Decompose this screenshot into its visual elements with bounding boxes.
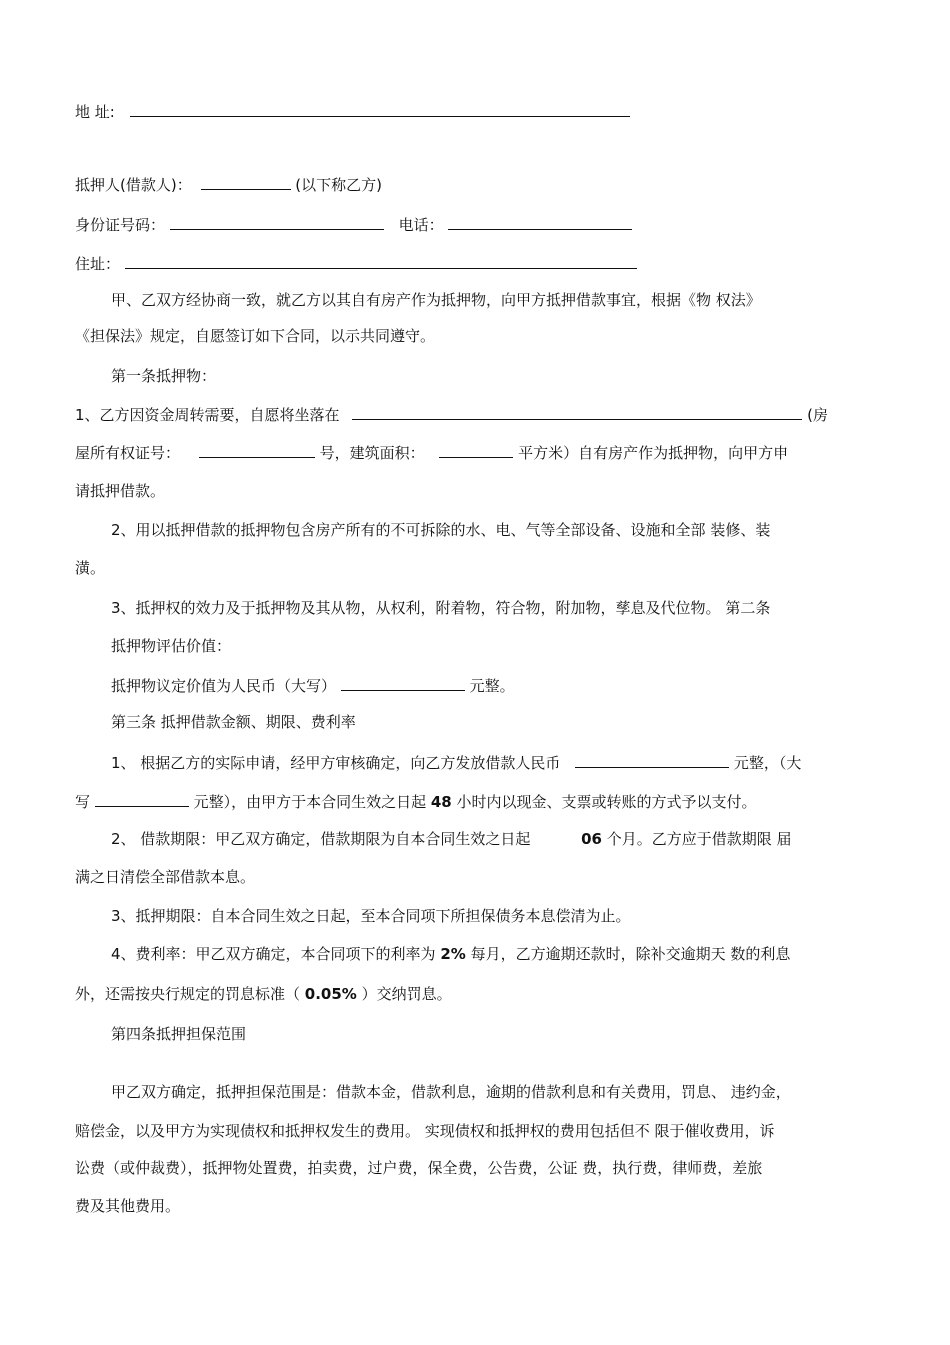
article1-p1-line2 [75, 442, 788, 462]
article1-p1-a: 1、乙方因资金周转需要，自愿将坐落在 [75, 406, 340, 424]
id-phone-line [75, 214, 632, 234]
article3-p4-line2 [75, 984, 452, 1004]
loan-months: 06 [581, 830, 602, 848]
pledgor-suffix: (以下称乙方) [295, 176, 382, 194]
phone-blank [448, 214, 632, 230]
article4-line2: 赔偿金，以及甲方为实现债权和抵押权发生的费用。 实现债权和抵押权的费用包括但不 限于催收费用，诉 [75, 1122, 775, 1140]
article4-line4: 费及其他费用。 [75, 1197, 181, 1215]
article1-p3-line1: 3、抵押权的效力及于抵押物及其从物，从权利，附着物，符合物，附加物，孳息及代位物。 第二条 [111, 599, 771, 617]
article3-p4-d: ）交纳罚息。 [361, 985, 452, 1003]
article3-p2-line2: 满之日清偿全部借款本息。 [75, 868, 256, 886]
article1-p1-f: 请抵押借款。 [75, 482, 166, 500]
article1-p1-line1 [75, 404, 828, 424]
article3-p1-c: 写 [75, 793, 91, 811]
article2-value-b: 元整。 [469, 677, 515, 695]
article1-p1-e: 平方米）自有房产作为抵押物，向甲方申 [518, 444, 789, 462]
pledgor-blank [201, 174, 291, 190]
pledgor-line [75, 174, 382, 194]
article4-line1: 甲乙双方确定，抵押担保范围是：借款本金，借款利息，逾期的借款利息和有关费用，罚息、 违约金， [111, 1083, 791, 1101]
article3-p4-c: 外，还需按央行规定的罚息标准（ [75, 985, 301, 1003]
article2-value-a: 抵押物议定价值为人民币（大写） [111, 677, 337, 695]
residence-blank [125, 253, 637, 269]
address-label: 地 址: [75, 103, 115, 121]
article1-p3-line2: 抵押物评估价值： [111, 637, 232, 655]
address-blank [130, 101, 630, 117]
value-uppercase-blank [341, 675, 465, 691]
article1-title: 第一条抵押物： [111, 367, 217, 385]
article3-p3: 3、抵押期限：自本合同生效之日起，至本合同项下所担保债务本息偿清为止。 [111, 907, 631, 925]
article3-title: 第三条 抵押借款金额、期限、费利率 [111, 713, 356, 731]
article3-p1-e: 小时内以现金、支票或转账的方式予以支付。 [456, 793, 757, 811]
article4-title: 第四条抵押担保范围 [111, 1025, 247, 1043]
location-blank [352, 404, 802, 420]
loan-uppercase-blank [95, 791, 189, 807]
article3-p1-d: 元整），由甲方于本合同生效之日起 [193, 793, 427, 811]
id-blank [170, 214, 384, 230]
id-label: 身份证号码： [75, 216, 166, 234]
residence-line [75, 253, 637, 273]
article1-p1-d: 号，建筑面积： [319, 444, 425, 462]
phone-label: 电话： [398, 216, 444, 234]
article3-p4-line1 [111, 944, 790, 964]
penalty-rate: 0.05% [304, 985, 357, 1003]
certificate-no-blank [199, 442, 315, 458]
article3-p4-b: 每月，乙方逾期还款时，除补交逾期天 数的利息 [470, 945, 791, 963]
residence-label: 住址： [75, 255, 121, 273]
address-line [75, 101, 630, 121]
interest-rate: 2% [440, 945, 466, 963]
pledgor-label: 抵押人(借款人)： [75, 176, 192, 194]
intro-line-2: 《担保法》规定，自愿签订如下合同，以示共同遵守。 [75, 327, 436, 345]
article3-p2-b: 个月。乙方应于借款期限 届 [606, 830, 792, 848]
loan-amount-blank [575, 752, 729, 768]
article4-line3: 讼费（或仲裁费），抵押物处置费，拍卖费，过户费，保全费，公告费，公证 费，执行费，律师费，差旅 [75, 1159, 763, 1177]
article3-p2-a: 2、 借款期限：甲乙双方确定，借款期限为自本合同生效之日起 [111, 830, 531, 848]
article1-p2-line1: 2、用以抵押借款的抵押物包含房产所有的不可拆除的水、电、气等全部设备、设施和全部 装修、装 [111, 521, 771, 539]
article3-p1-line2 [75, 791, 757, 811]
payment-hours: 48 [430, 793, 452, 811]
article3-p1-b: 元整，（大 [733, 754, 802, 772]
article3-p1-a: 1、 根据乙方的实际申请，经甲方审核确定，向乙方发放借款人民币 [111, 754, 561, 772]
article1-p1-c: 屋所有权证号： [75, 444, 181, 462]
article1-p2-line2: 潢。 [75, 559, 106, 577]
article2-value-line [111, 675, 515, 695]
intro-line-1: 甲、乙双方经协商一致，就乙方以其自有房产作为抵押物，向甲方抵押借款事宜，根据《物 权法》 [111, 291, 761, 309]
article3-p4-a: 4、费利率：甲乙双方确定，本合同项下的利率为 [111, 945, 436, 963]
article3-p1-line1 [111, 752, 801, 772]
article1-p1-b: (房 [807, 406, 828, 424]
article3-p2-line1 [111, 829, 792, 849]
area-blank [439, 442, 513, 458]
